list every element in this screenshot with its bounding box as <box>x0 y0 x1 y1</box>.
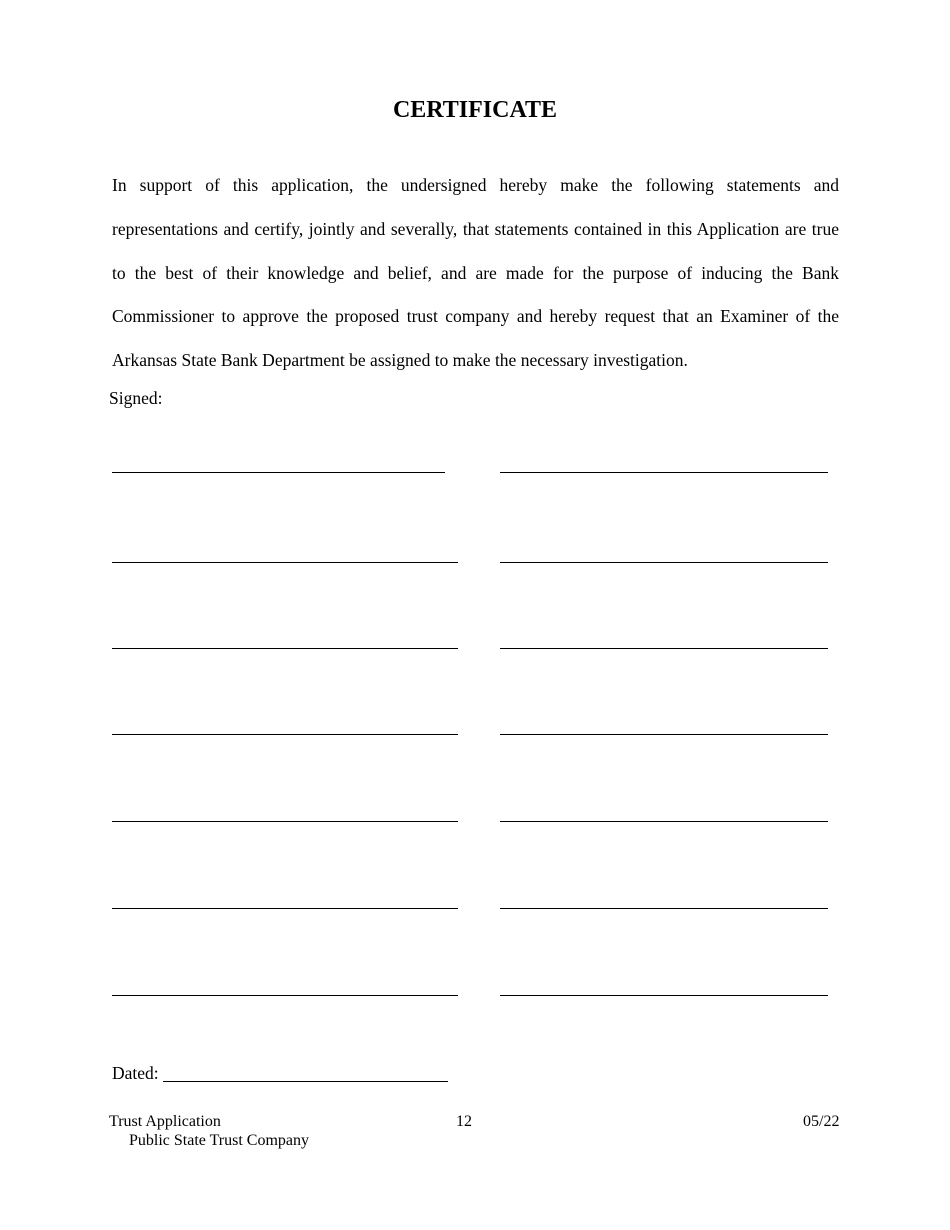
signature-line[interactable] <box>112 821 458 822</box>
footer-date: 05/22 <box>803 1113 840 1130</box>
signature-line[interactable] <box>112 648 458 649</box>
signature-line[interactable] <box>500 648 828 649</box>
dated-label: Dated: <box>112 1063 159 1083</box>
signature-line[interactable] <box>500 472 828 473</box>
signature-line[interactable] <box>112 995 458 996</box>
signature-line[interactable] <box>500 821 828 822</box>
document-title: CERTIFICATE <box>392 97 558 123</box>
signature-line[interactable] <box>500 995 828 996</box>
signature-line[interactable] <box>500 908 828 909</box>
signature-line[interactable] <box>500 734 828 735</box>
footer-document-name: Trust Application <box>109 1113 221 1130</box>
footer-company-name: Public State Trust Company <box>129 1132 310 1149</box>
signed-label: Signed: <box>109 388 163 408</box>
signature-line[interactable] <box>112 908 458 909</box>
page-number: 12 <box>456 1113 472 1130</box>
signature-line[interactable] <box>112 734 458 735</box>
signature-line[interactable] <box>112 472 445 473</box>
signature-line[interactable] <box>112 562 458 563</box>
date-line[interactable] <box>163 1081 448 1082</box>
signature-line[interactable] <box>500 562 828 563</box>
certification-statement: In support of this application, the undersigned hereby make the following statements and representations and certify, jointly and severally, that statements contained in this Application are true to the best of their knowledge and belief, and are made for the purpose of inducing the Bank Commissioner to approve the proposed trust company and hereby request that an Examiner of the Arkansas State Bank Department be assigned to make the necessary investigation. <box>112 175 839 371</box>
